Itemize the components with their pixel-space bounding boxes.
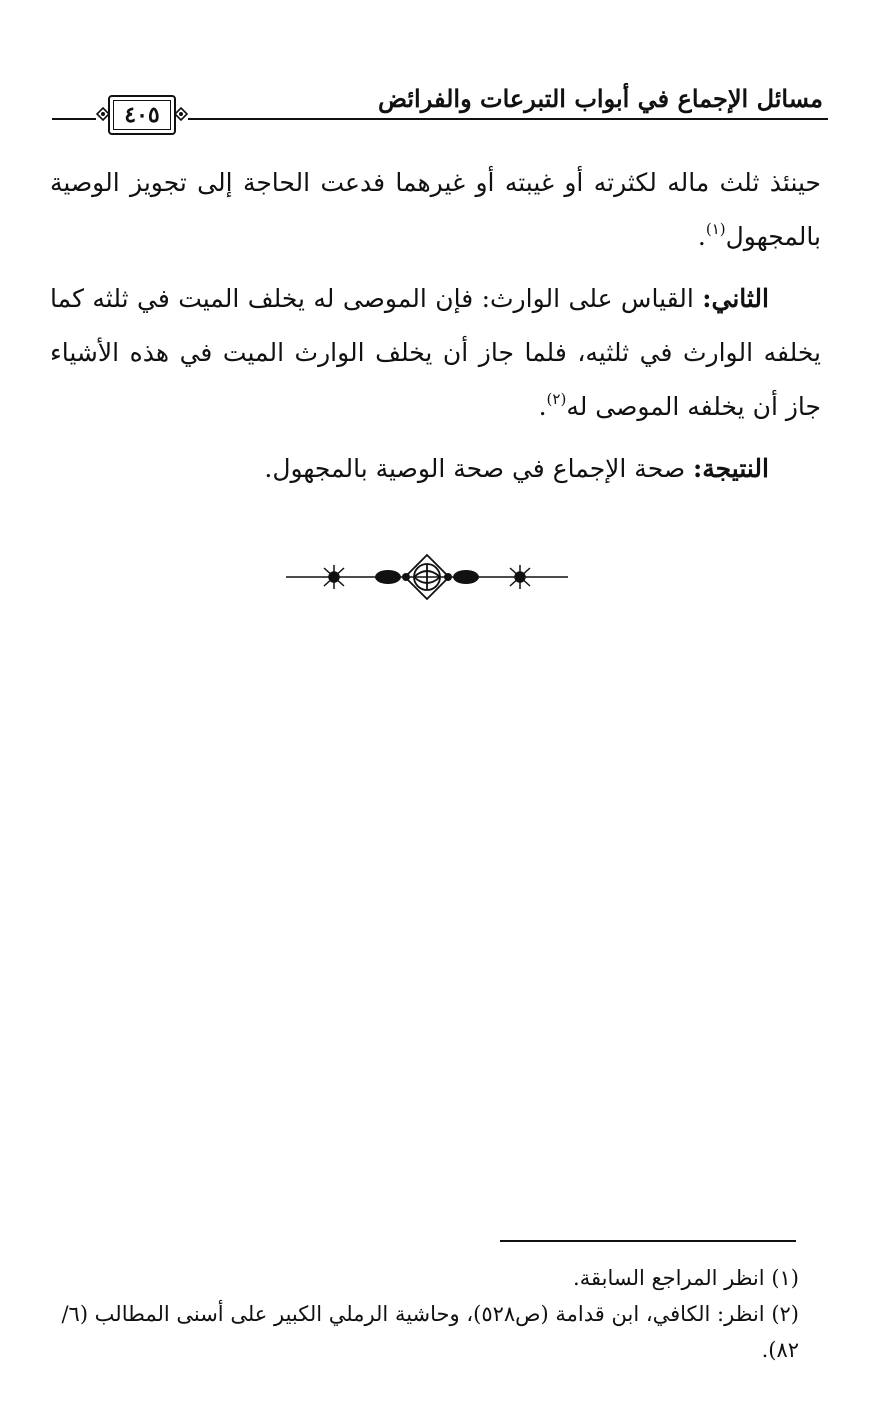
footnote: [26, 1296, 799, 1368]
body-text: [50, 156, 821, 496]
footnote-text: انظر: الكافي، ابن قدامة (ص٥٢٨)، وحاشية الرملي الكبير على أسنى المطالب (٦/ ٨٢).: [61, 1302, 799, 1362]
paragraph: [50, 442, 821, 496]
footnote-number: (١): [771, 1266, 799, 1290]
footnote-ref[interactable]: (١): [705, 220, 726, 238]
footnote-number: (٢): [771, 1302, 799, 1326]
paragraph: حينئذ ثلث ماله لكثرته أو غيبته أو غيرهما فدعت الحاجة إلى تجويز الوصية بالمجهول$^{(١)}$.: [50, 168, 821, 251]
footnote: [26, 1260, 799, 1296]
paragraph-text: حينئذ ثلث ماله لكثرته أو غيبته أو غيرهما فدعت الحاجة إلى تجويز الوصية بالمجهول: [50, 168, 821, 251]
paragraph: الثاني: القياس على الوارث: فإن الموصى له يخلف الميت في ثلثه كما يخلفه الوارث في ثلثيه، فلما جاز أن يخلف الوارث الميت في هذه الأشياء جاز أن يخلفه الموصى له$^{(٢)}$.: [50, 284, 821, 421]
footnote-text: انظر المراجع السابقة.: [573, 1266, 765, 1290]
footnotes: [26, 1260, 799, 1368]
frame-ornament-icon: [174, 107, 188, 121]
running-header-title: مسائل الإجماع في أبواب التبرعات والفرائض: [377, 84, 823, 113]
section-divider-ornament-icon: [286, 553, 568, 601]
paragraph-text: صحة الإجماع في صحة الوصية بالمجهول.: [264, 454, 686, 483]
footnote-rule: [500, 1240, 796, 1242]
page-number-frame: [96, 95, 188, 137]
paragraph-lead: النتيجة:: [693, 454, 769, 483]
page-number: ٤٠٥: [124, 102, 160, 128]
footnote-ref[interactable]: (٢): [546, 390, 567, 408]
paragraph-lead: الثاني:: [702, 284, 769, 313]
paragraph-text: القياس على الوارث: فإن الموصى له يخلف الميت في ثلثه كما يخلفه الوارث في ثلثيه، فلما جاز أن يخلف الوارث الميت في هذه الأشياء جاز أن يخلفه الموصى له: [50, 284, 821, 421]
